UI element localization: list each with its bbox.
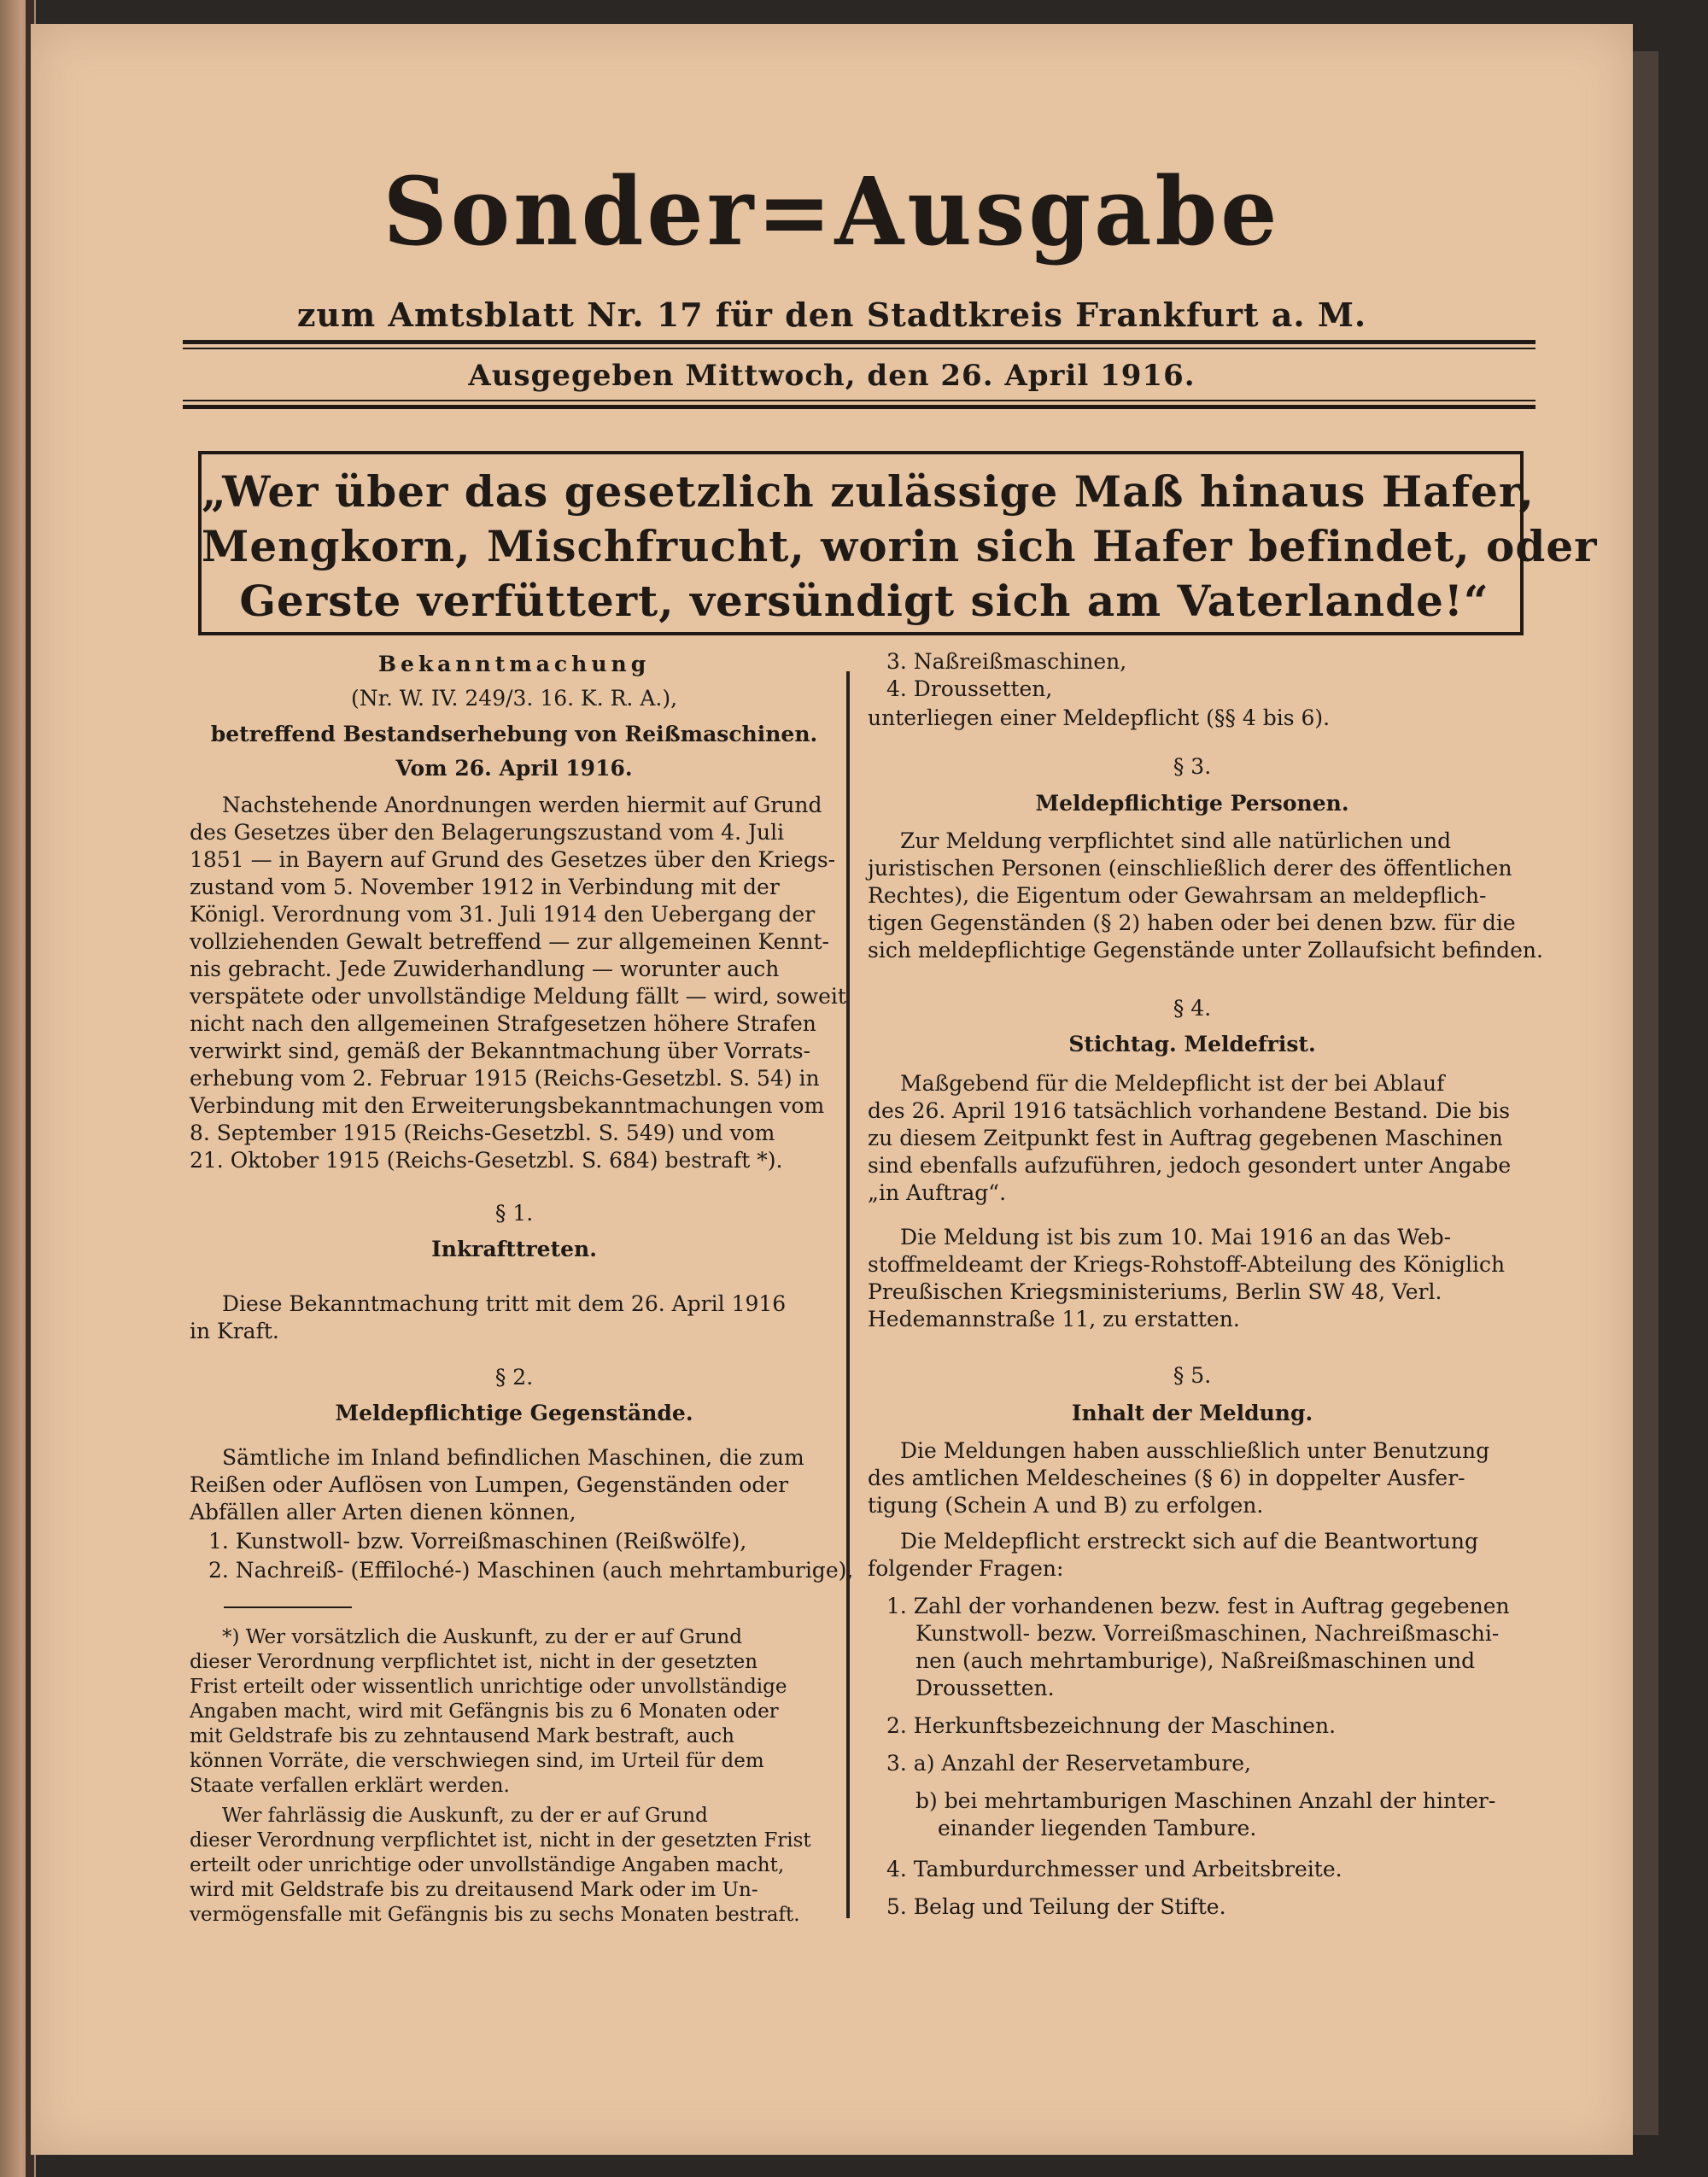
footnote-line: können Vorräte, die verschwiegen sind, im Urteil für dem: [190, 1750, 764, 1772]
intro-line: 8. September 1915 (Reichs-Gesetzbl. S. 549) und vom: [190, 1121, 775, 1145]
rule-bottom-thick: [183, 405, 1535, 409]
issue-date: Ausgegeben Mittwoch, den 26. April 1916.: [468, 359, 1196, 393]
question-1: Droussetten.: [915, 1676, 1055, 1700]
intro-line: Verbindung mit den Erweiterungsbekanntmachungen vom: [190, 1093, 825, 1118]
notice-subject: betreffend Bestandserhebung von Reißmaschinen.: [210, 722, 818, 746]
section-4-line: des 26. April 1916 tatsächlich vorhandene Bestand. Die bis: [868, 1098, 1511, 1123]
section-2-title: Meldepflichtige Gegenstände.: [335, 1401, 693, 1425]
footnote-line: dieser Verordnung verpflichtet ist, nicht in der gesetzten: [190, 1651, 758, 1673]
question-4: 4. Tamburdurchmesser und Arbeitsbreite.: [886, 1857, 1342, 1881]
section-3-line: Rechtes), die Eigentum oder Gewahrsam an meldepflich-: [868, 883, 1487, 908]
question-1: nen (auch mehrtamburige), Naßreißmaschinen und: [915, 1648, 1476, 1673]
intro-line: nicht nach den allgemeinen Strafgesetzen höhere Strafen: [190, 1011, 816, 1036]
section-5-line: folgender Fragen:: [868, 1556, 1064, 1581]
footnote-line: Wer fahrlässig die Auskunft, zu der er auf Grund: [222, 1805, 708, 1827]
section-1-line: Diese Bekanntmachung tritt mit dem 26. April 1916: [222, 1291, 787, 1316]
section-1-number: § 1.: [494, 1201, 534, 1226]
section-4-title: Stichtag. Meldefrist.: [1068, 1032, 1316, 1056]
footnote-line: dieser Verordnung verpflichtet ist, nicht in der gesetzten Frist: [190, 1829, 811, 1852]
notice-reference: (Nr. W. IV. 249/3. 16. K. R. A.),: [350, 686, 678, 711]
footnote-separator: [224, 1606, 352, 1608]
book-cover-edge: [1633, 51, 1658, 2135]
intro-line: nis gebracht. Jede Zuwiderhandlung — worunter auch: [190, 957, 780, 981]
footnote-line: erteilt oder unrichtige oder unvollständige Angaben macht,: [190, 1854, 785, 1876]
question-5: 5. Belag und Teilung der Stifte.: [886, 1894, 1226, 1919]
section-2-item: 2. Nachreiß- (Effiloché-) Maschinen (auch mehrtamburige),: [208, 1558, 854, 1583]
section-5-line: des amtlichen Meldescheines (§ 6) in doppelter Ausfer-: [868, 1466, 1465, 1490]
section-3-line: juristischen Personen (einschließlich derer des öffentlichen: [868, 856, 1512, 881]
section-5-title: Inhalt der Meldung.: [1071, 1401, 1313, 1425]
intro-line: Königl. Verordnung vom 31. Juli 1914 den Uebergang der: [190, 902, 816, 927]
section-2-line: Reißen oder Auflösen von Lumpen, Gegenständen oder: [190, 1472, 789, 1497]
section-4-line: zu diesem Zeitpunkt fest in Auftrag gegebenen Maschinen: [868, 1126, 1503, 1150]
section-4-line: Preußischen Kriegsministeriums, Berlin SW 48, Verl.: [868, 1279, 1442, 1304]
banner-box: [198, 451, 1598, 635]
banner-line: Gerste verfüttert, versündigt sich am Vaterlande!“: [239, 576, 1489, 626]
footnote-line: Staate verfallen erklärt werden.: [190, 1775, 510, 1797]
intro-line: Nachstehende Anordnungen werden hiermit auf Grund: [222, 793, 822, 817]
notice-heading: Bekanntmachung: [377, 652, 651, 676]
question-1: 1. Zahl der vorhandenen bezw. fest in Auftrag gegebenen: [886, 1594, 1510, 1618]
intro-line: des Gesetzes über den Belagerungszustand vom 4. Juli: [190, 820, 785, 845]
section-2-line: Abfällen aller Arten dienen können,: [190, 1500, 576, 1524]
section-3-line: Zur Meldung verpflichtet sind alle natürlichen und: [900, 828, 1452, 853]
section-3-title: Meldepflichtige Personen.: [1035, 791, 1349, 816]
intro-line: verspätete oder unvollständige Meldung fällt — wird, soweit: [190, 984, 846, 1009]
banner-line: „Wer über das gesetzlich zulässige Maß hinaus Hafer,: [202, 466, 1535, 517]
section-2-item: 1. Kunstwoll- bzw. Vorreißmaschinen (Reißwölfe),: [208, 1529, 747, 1554]
section-4-line: „in Auftrag“.: [868, 1180, 1007, 1205]
section-4-line: stoffmeldeamt der Kriegs-Rohstoff-Abteilung des Königlich: [868, 1252, 1506, 1277]
banner-line: Mengkorn, Mischfrucht, worin sich Hafer befindet, oder: [202, 521, 1598, 571]
question-3b: einander liegenden Tambure.: [938, 1816, 1257, 1841]
masthead-title: Sonder=Ausgabe: [383, 155, 1281, 267]
intro-line: 21. Oktober 1915 (Reichs-Gesetzbl. S. 684) bestraft *).: [190, 1148, 783, 1173]
question-1: Kunstwoll- bezw. Vorreißmaschinen, Nachreißmaschi-: [915, 1621, 1500, 1646]
footnote-line: mit Geldstrafe bis zu zehntausend Mark bestraft, auch: [190, 1725, 734, 1747]
section-2-line: Sämtliche im Inland befindlichen Maschinen, die zum: [222, 1445, 804, 1470]
masthead-subtitle: zum Amtsblatt Nr. 17 für den Stadtkreis Frankfurt a. M.: [296, 296, 1367, 334]
question-2: 2. Herkunftsbezeichnung der Maschinen.: [886, 1713, 1337, 1738]
rule-bottom-thin: [183, 400, 1535, 401]
document-page: [31, 24, 1633, 2155]
question-3a: 3. a) Anzahl der Reservetambure,: [886, 1751, 1251, 1776]
section-3-line: tigen Gegenständen (§ 2) haben oder bei denen bzw. für die: [868, 910, 1516, 935]
footnote-line: wird mit Geldstrafe bis zu dreitausend Mark oder im Un-: [190, 1879, 758, 1901]
footnote-line: Frist erteilt oder wissentlich unrichtige oder unvollständige: [190, 1676, 787, 1698]
right-top-tail: unterliegen einer Meldepflicht (§§ 4 bis 6).: [868, 705, 1331, 730]
question-3b: b) bei mehrtamburigen Maschinen Anzahl der hinter-: [915, 1788, 1496, 1813]
section-1-line: in Kraft.: [190, 1319, 279, 1343]
footnote-line: vermögensfalle mit Gefängnis bis zu sechs Monaten bestraft.: [190, 1904, 800, 1926]
section-4-line: Die Meldung ist bis zum 10. Mai 1916 an das Web-: [900, 1225, 1452, 1249]
notice-date: Vom 26. April 1916.: [395, 756, 633, 781]
right-top-item: 3. Naßreißmaschinen,: [886, 649, 1127, 674]
right-top-item: 4. Droussetten,: [886, 676, 1053, 701]
column-divider: [846, 671, 850, 1918]
section-4-number: § 4.: [1173, 996, 1212, 1021]
footnote-line: Angaben macht, wird mit Gefängnis bis zu 6 Monaten oder: [190, 1700, 779, 1723]
footnote-line: *) Wer vorsätzlich die Auskunft, zu der er auf Grund: [222, 1626, 742, 1648]
intro-line: zustand vom 5. November 1912 in Verbindung mit der: [190, 875, 780, 899]
section-4-line: sind ebenfalls aufzuführen, jedoch gesondert unter Angabe: [868, 1153, 1512, 1178]
intro-line: erhebung vom 2. Februar 1915 (Reichs-Gesetzbl. S. 54) in: [190, 1066, 820, 1091]
intro-line: 1851 — in Bayern auf Grund des Gesetzes über den Kriegs-: [190, 847, 836, 872]
section-5-number: § 5.: [1173, 1363, 1212, 1388]
section-5-line: Die Meldepflicht erstreckt sich auf die Beantwortung: [900, 1529, 1478, 1554]
intro-line: verwirkt sind, gemäß der Bekanntmachung über Vorrats-: [190, 1039, 811, 1063]
intro-line: vollziehenden Gewalt betreffend — zur allgemeinen Kennt-: [190, 929, 829, 954]
rule-top-thin: [183, 348, 1535, 349]
section-3-number: § 3.: [1173, 754, 1212, 779]
section-1-title: Inkrafttreten.: [431, 1237, 597, 1261]
section-2-number: § 2.: [494, 1365, 534, 1390]
section-5-line: tigung (Schein A und B) zu erfolgen.: [868, 1493, 1264, 1518]
section-4-line: Maßgebend für die Meldepflicht ist der bei Ablauf: [900, 1071, 1445, 1096]
rule-top-thick: [183, 340, 1535, 344]
section-5-line: Die Meldungen haben ausschließlich unter Benutzung: [900, 1438, 1490, 1463]
section-4-line: Hedemannstraße 11, zu erstatten.: [868, 1307, 1240, 1331]
section-3-line: sich meldepflichtige Gegenstände unter Zollaufsicht befinden.: [868, 938, 1543, 963]
